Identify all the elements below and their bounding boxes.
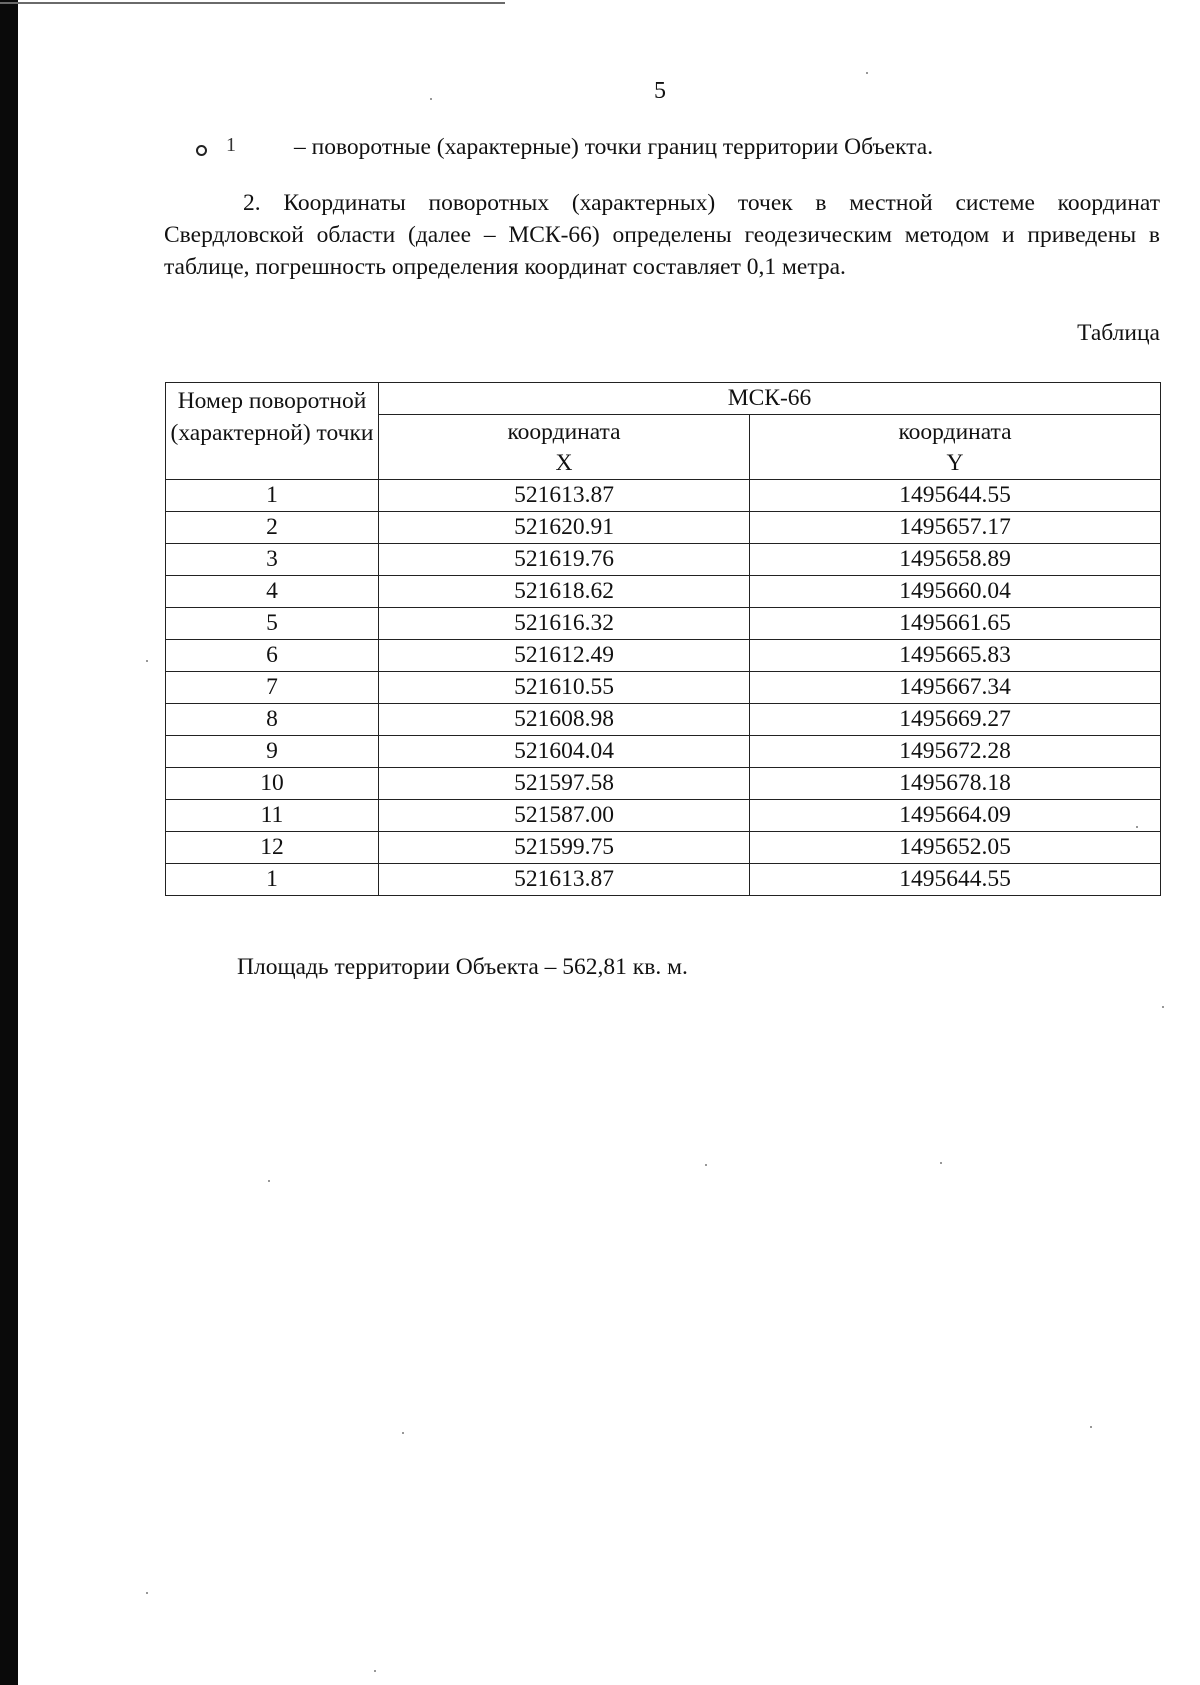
table-row: [166, 704, 1161, 736]
header-y-axis: Y: [946, 450, 964, 476]
y-coordinate-cell: 1495667.34: [750, 672, 1161, 704]
y-coordinate-cell: 1495652.05: [750, 832, 1161, 864]
point-number-cell: 7: [166, 672, 379, 704]
scan-speck: [940, 1162, 942, 1164]
x-coordinate-cell: 521599.75: [379, 832, 750, 864]
scan-speck: [1162, 1006, 1164, 1008]
scan-dark-edge: [0, 0, 18, 1685]
table-row: [166, 544, 1161, 576]
page-number: 5: [654, 78, 666, 104]
header-y: [750, 415, 1161, 480]
table-row: [166, 832, 1161, 864]
header-y-label: координата: [898, 419, 1012, 445]
scan-speck: [146, 1592, 148, 1594]
x-coordinate-cell: 521608.98: [379, 704, 750, 736]
legend-label: 1: [226, 134, 236, 156]
point-number-cell: 12: [166, 832, 379, 864]
y-coordinate-cell: 1495644.55: [750, 480, 1161, 512]
y-coordinate-cell: 1495644.55: [750, 864, 1161, 896]
table-row: [166, 736, 1161, 768]
turning-point-marker-icon: [196, 145, 207, 156]
point-number-cell: 8: [166, 704, 379, 736]
x-coordinate-cell: 521610.55: [379, 672, 750, 704]
table-row: [166, 672, 1161, 704]
coordinates-paragraph: 2. Координаты поворотных (характерных) точек в местной системе координат Свердловской области (далее – МСК-66) определены геодезическим методом и приведены в таблице, погрешность определения координат составляет 0,1 метра.: [164, 190, 1160, 280]
point-number-cell: 1: [166, 864, 379, 896]
y-coordinate-cell: 1495665.83: [750, 640, 1161, 672]
point-number-cell: 6: [166, 640, 379, 672]
y-coordinate-cell: 1495661.65: [750, 608, 1161, 640]
y-coordinate-cell: 1495657.17: [750, 512, 1161, 544]
legend-entry: [196, 134, 1096, 168]
x-coordinate-cell: 521619.76: [379, 544, 750, 576]
table-row: [166, 800, 1161, 832]
table-row: [166, 512, 1161, 544]
point-number-cell: 10: [166, 768, 379, 800]
header-x: [379, 415, 750, 480]
header-x-label: координата: [507, 419, 621, 445]
x-coordinate-cell: 521618.62: [379, 576, 750, 608]
x-coordinate-cell: 521597.58: [379, 768, 750, 800]
x-coordinate-cell: 521604.04: [379, 736, 750, 768]
scan-top-line: [0, 2, 505, 4]
table-row: [166, 768, 1161, 800]
table-caption: Таблица: [1077, 320, 1160, 346]
scan-speck: [402, 1432, 404, 1434]
point-number-cell: 4: [166, 576, 379, 608]
scan-speck: [1136, 826, 1138, 828]
x-coordinate-cell: 521587.00: [379, 800, 750, 832]
header-x-axis: X: [555, 450, 573, 476]
y-coordinate-cell: 1495658.89: [750, 544, 1161, 576]
point-number-cell: 1: [166, 480, 379, 512]
x-coordinate-cell: 521612.49: [379, 640, 750, 672]
x-coordinate-cell: 521613.87: [379, 480, 750, 512]
scan-speck: [705, 1164, 707, 1166]
scan-speck: [268, 1180, 270, 1182]
y-coordinate-cell: 1495664.09: [750, 800, 1161, 832]
y-coordinate-cell: 1495669.27: [750, 704, 1161, 736]
table-row: [166, 480, 1161, 512]
scan-speck: [146, 660, 148, 662]
y-coordinate-cell: 1495660.04: [750, 576, 1161, 608]
point-number-cell: 5: [166, 608, 379, 640]
table-row: [166, 576, 1161, 608]
table-row: [166, 608, 1161, 640]
scan-speck: [374, 1670, 376, 1672]
y-coordinate-cell: 1495672.28: [750, 736, 1161, 768]
table-row: [166, 864, 1161, 896]
legend-text: – поворотные (характерные) точки границ территории Объекта.: [294, 134, 934, 160]
point-number-cell: 2: [166, 512, 379, 544]
coordinates-table: [165, 382, 1161, 896]
area-statement: Площадь территории Объекта – 562,81 кв. м.: [237, 954, 688, 980]
point-number-cell: 3: [166, 544, 379, 576]
scan-speck: [430, 98, 432, 100]
table-row: [166, 640, 1161, 672]
point-number-cell: 9: [166, 736, 379, 768]
header-point-number: Номер поворотной (характерной) точки: [166, 383, 379, 480]
point-number-cell: 11: [166, 800, 379, 832]
y-coordinate-cell: 1495678.18: [750, 768, 1161, 800]
x-coordinate-cell: 521613.87: [379, 864, 750, 896]
scan-speck: [1090, 1426, 1092, 1428]
scan-speck: [866, 72, 868, 74]
x-coordinate-cell: 521616.32: [379, 608, 750, 640]
x-coordinate-cell: 521620.91: [379, 512, 750, 544]
header-coordinate-system: МСК-66: [379, 383, 1161, 415]
